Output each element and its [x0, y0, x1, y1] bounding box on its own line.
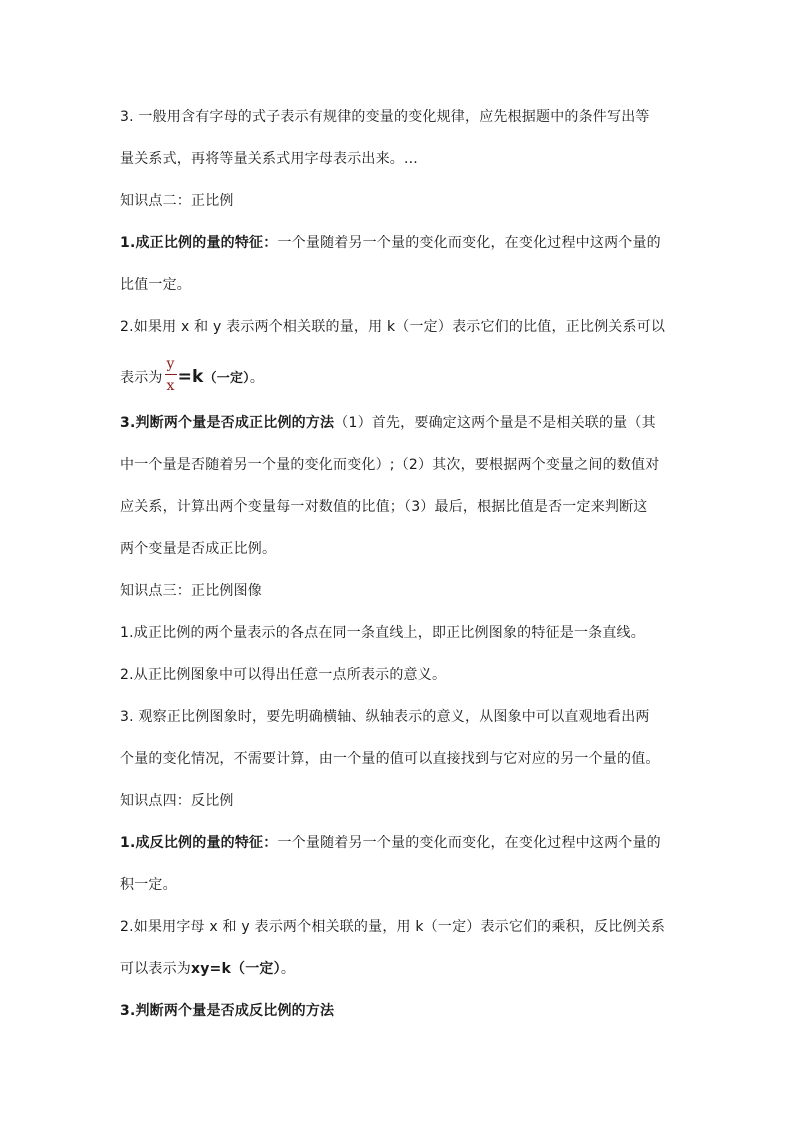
paragraph-line: 2.从正比例图象中可以得出任意一点所表示的意义。: [120, 667, 447, 683]
paragraph-text: 一个量随着另一个量的变化而变化，在变化过程中这两个量的: [277, 835, 661, 851]
formula-line: [120, 356, 680, 410]
paragraph-line: 3. 观察正比例图象时，要先明确横轴、纵轴表示的意义，从图象中可以直观地看出两: [120, 709, 650, 725]
section-heading-4: 知识点四：反比例: [120, 793, 234, 809]
paragraph-line: [120, 998, 680, 1040]
fraction-y-over-x: [165, 356, 177, 394]
formula-end: 。: [280, 961, 296, 977]
paragraph-line: [120, 230, 680, 272]
bold-term: 1.成正比例的量的特征：: [120, 235, 278, 251]
formula-prefix: 表示为: [120, 370, 163, 386]
formula-xy-equals-k: xy=k: [191, 961, 231, 977]
bold-term: 3.判断两个量是否成反比例的方法: [120, 1003, 335, 1019]
formula-end: 。: [249, 370, 265, 386]
fraction-denominator: x: [166, 378, 175, 394]
section-heading-2: 知识点二：正比例: [120, 193, 234, 209]
bold-term: 1.成反比例的量的特征：: [120, 835, 278, 851]
paragraph-line: 积一定。: [120, 877, 177, 893]
formula-condition: （一定）: [231, 961, 281, 977]
paragraph-line: 中一个量是否随着另一个量的变化而变化）;（2）其次，要根据两个变量之间的数值对: [120, 457, 660, 473]
paragraph-line: [120, 410, 680, 452]
paragraph-line: 2.如果用 x 和 y 表示两个相关联的量，用 k（一定）表示它们的比值，正比例关系可以: [120, 319, 666, 335]
paragraph-line: 比值一定。: [120, 277, 191, 293]
fraction-numerator: y: [166, 356, 175, 372]
paragraph-line: [120, 830, 680, 872]
paragraph-text: （1）首先，要确定这两个量是不是相关联的量（其: [334, 415, 656, 431]
paragraph-line: 1.成正比例的两个量表示的各点在同一条直线上，即正比例图象的特征是一条直线。: [120, 625, 645, 641]
bold-term: 3.判断两个量是否成正比例的方法: [120, 415, 335, 431]
paragraph-line: 应关系，计算出两个变量每一对数值的比值；（3）最后，根据比值是否一定来判断这: [120, 499, 648, 515]
formula-condition: （一定）: [203, 371, 250, 386]
paragraph-line: 2.如果用字母 x 和 y 表示两个相关联的量，用 k（一定）表示它们的乘积，反比例关系: [120, 919, 666, 935]
formula-prefix: 可以表示为: [120, 961, 191, 977]
fraction-bar: [165, 374, 177, 375]
document-page: [120, 104, 680, 1040]
paragraph-line: 两个变量是否成正比例。: [120, 541, 277, 557]
paragraph-text: 一个量随着另一个量的变化而变化，在变化过程中这两个量的: [277, 235, 661, 251]
paragraph-line: 量关系式，再将等量关系式用字母表示出来。...: [120, 151, 418, 167]
formula-line: [120, 956, 680, 998]
paragraph-line: 个量的变化情况，不需要计算，由一个量的值可以直接找到与它对应的另一个量的值。: [120, 751, 660, 767]
formula-equals-k: =k: [177, 367, 204, 387]
section-heading-3: 知识点三：正比例图像: [120, 583, 262, 599]
paragraph-line: 3. 一般用含有字母的式子表示有规律的变量的变化规律，应先根据题中的条件写出等: [120, 109, 650, 125]
